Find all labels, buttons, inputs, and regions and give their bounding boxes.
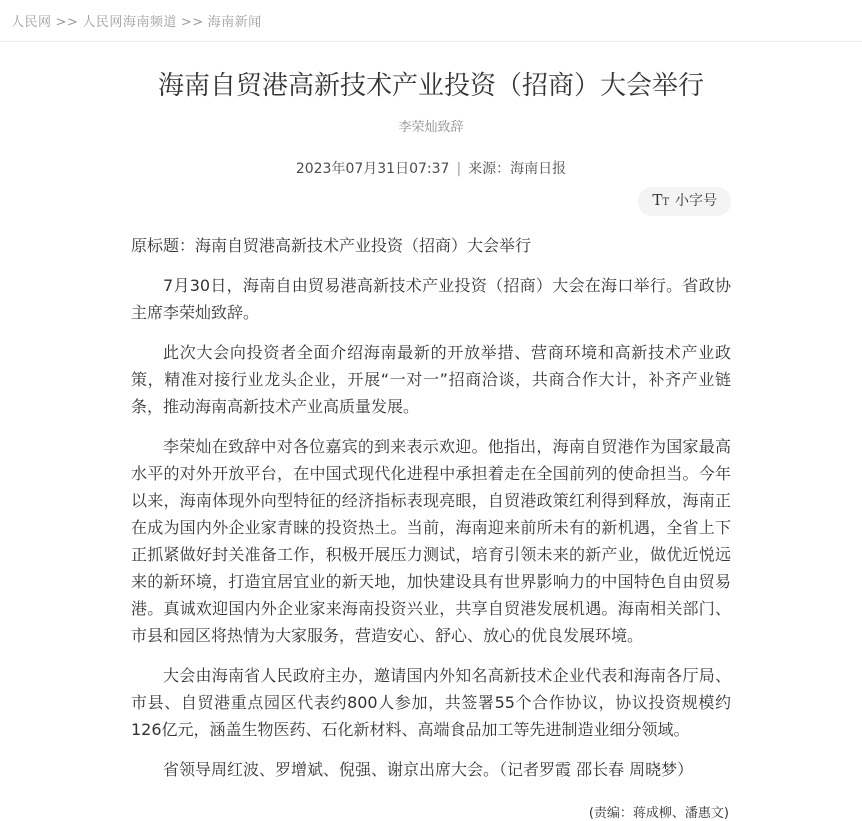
article-paragraph: 省领导周红波、罗增斌、倪强、谢京出席大会。（记者罗霞 邵长春 周晓梦） (163, 760, 694, 779)
font-size-icon: TT (652, 191, 669, 209)
breadcrumb-link-hainan-news[interactable]: 海南新闻 (207, 15, 262, 30)
font-size-button[interactable] (638, 187, 731, 216)
article-paragraph: 此次大会向投资者全面介绍海南最新的开放举措、营商环境和高新技术产业政策，精准对接行业龙头企业，开展“一对一”招商洽谈，共商合作大计，补齐产业链条，推动海南高新技术产业高质量发展。 (131, 343, 731, 416)
breadcrumb-link-renminwang[interactable]: 人民网 (11, 15, 52, 30)
meta-separator: | (456, 161, 462, 177)
source-label: 来源： (468, 161, 511, 177)
article-subtitle: 李荣灿致辞 (398, 120, 464, 135)
publish-date: 2023年07月31日07:37 (295, 161, 450, 177)
article-paragraph: 大会由海南省人民政府主办，邀请国内外知名高新技术企业代表和海南各厅局、市县、自贸港重点园区代表约800人参加，共签署55个合作协议，协议投资规模约126亿元，涵盖生物医药、石化新材料、高端食品加工等先进制造业细分领域。 (131, 666, 731, 739)
font-size-label: 小字号 (675, 193, 717, 209)
article-paragraph: 7月30日，海南自由贸易港高新技术产业投资（招商）大会在海口举行。省政协主席李荣灿致辞。 (131, 276, 731, 322)
breadcrumb-divider (0, 41, 862, 42)
breadcrumb-link-hainan-channel[interactable]: 人民网海南频道 (82, 15, 177, 30)
article-container (131, 69, 731, 821)
editors-credit: (责编：蒋成柳、潘惠文) (588, 806, 729, 821)
source-link[interactable]: 海南日报 (510, 161, 567, 177)
breadcrumb-separator: >> (55, 15, 79, 30)
article-paragraph: 李荣灿在致辞中对各位嘉宾的到来表示欢迎。他指出，海南自贸港作为国家最高水平的对外开放平台，在中国式现代化进程中承担着走在全国前列的使命担当。今年以来，海南体现外向型特征的经济指标表现亮眼，自贸港政策红利得到释放，海南正在成为国内外企业家青睐的投资热土。当前，海南迎来前所未有的新机遇，全省上下正抓紧做好封关准备工作，积极开展压力测试，培育引领未来的新产业，做优近悦远来的新环境，打造宜居宜业的新天地，加快建设具有世界影响力的中国特色自由贸易港。真诚欢迎国内外企业家来海南投资兴业，共享自贸港发展机遇。海南相关部门、市县和园区将热情为大家服务，营造安心、舒心、放心的优良发展环境。 (131, 437, 731, 645)
breadcrumb-separator: >> (180, 15, 204, 30)
article-title: 海南自贸港高新技术产业投资（招商）大会举行 (157, 71, 704, 101)
article-meta (131, 158, 731, 178)
article-paragraph-original-title: 原标题：海南自贸港高新技术产业投资（招商）大会举行 (131, 236, 532, 255)
article-body (131, 232, 731, 783)
breadcrumb (0, 0, 862, 41)
article-toolbar (131, 187, 731, 216)
